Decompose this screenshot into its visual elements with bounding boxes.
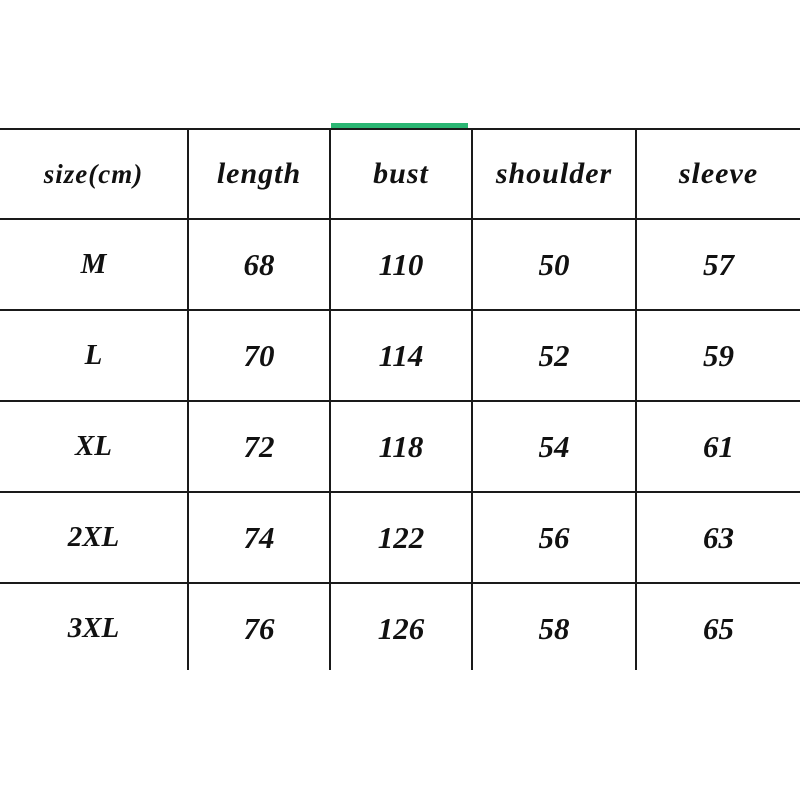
- cell-shoulder: 58: [472, 583, 636, 674]
- table-row: [0, 492, 800, 583]
- cell-shoulder: 54: [472, 401, 636, 492]
- cell-shoulder: 50: [472, 219, 636, 310]
- cell-sleeve: 65: [636, 583, 800, 674]
- cell-sleeve: 61: [636, 401, 800, 492]
- table-row: [0, 310, 800, 401]
- cell-size: 2XL: [0, 492, 188, 583]
- column-header-sleeve: sleeve: [636, 129, 800, 219]
- cell-bust: 118: [330, 401, 472, 492]
- column-header-length: length: [188, 129, 330, 219]
- cell-length: 70: [188, 310, 330, 401]
- cell-size: 3XL: [0, 583, 188, 674]
- cell-bust: 114: [330, 310, 472, 401]
- column-header-size: size(cm): [0, 129, 188, 219]
- table-header: [0, 129, 800, 219]
- column-header-shoulder: shoulder: [472, 129, 636, 219]
- table-row: [0, 219, 800, 310]
- cell-length: 72: [188, 401, 330, 492]
- cell-length: 76: [188, 583, 330, 674]
- cell-sleeve: 63: [636, 492, 800, 583]
- cell-sleeve: 59: [636, 310, 800, 401]
- table-row: [0, 401, 800, 492]
- size-chart-table-container: [0, 128, 800, 675]
- bottom-whitespace: [0, 670, 800, 800]
- size-chart-table: [0, 128, 800, 675]
- cell-size: L: [0, 310, 188, 401]
- cell-length: 68: [188, 219, 330, 310]
- cell-bust: 110: [330, 219, 472, 310]
- cell-bust: 122: [330, 492, 472, 583]
- cell-shoulder: 52: [472, 310, 636, 401]
- cell-shoulder: 56: [472, 492, 636, 583]
- cell-bust: 126: [330, 583, 472, 674]
- column-header-bust: bust: [330, 129, 472, 219]
- table-header-row: [0, 129, 800, 219]
- table-row: [0, 583, 800, 674]
- cell-length: 74: [188, 492, 330, 583]
- table-body: [0, 219, 800, 674]
- cell-sleeve: 57: [636, 219, 800, 310]
- cell-size: XL: [0, 401, 188, 492]
- cell-size: M: [0, 219, 188, 310]
